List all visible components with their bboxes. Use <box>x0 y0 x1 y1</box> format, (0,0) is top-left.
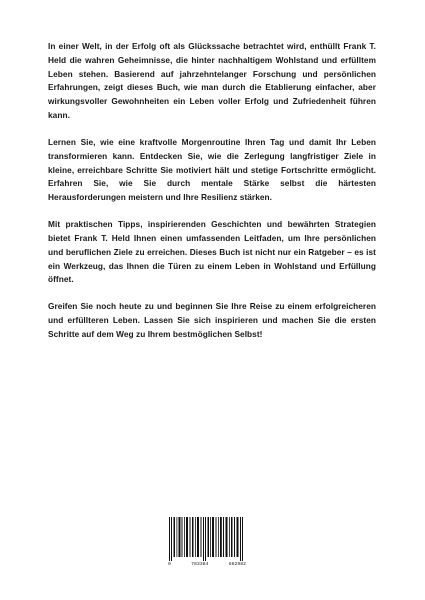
blurb-text <box>48 40 376 355</box>
blurb-paragraph-3: Mit praktischen Tipps, inspirierenden Geschichten und bewährten Strategien bietet Frank T. Held Ihnen einen umfassenden Leitfaden, um Ihre persönlichen und beruflichen Ziele zu erreichen. Dieses Buch ist nicht nur ein Ratgeber – es ist ein Werkzeug, das Ihnen die Türen zu einem Leben in Wohlstand und Erfüllung öffnet. <box>48 219 376 285</box>
isbn-barcode <box>167 517 247 568</box>
barcode-bars <box>167 517 247 561</box>
blurb-paragraph-4: Greifen Sie noch heute zu und beginnen Sie Ihre Reise zu einem erfolgreicheren und erfüllteren Leben. Lassen Sie sich inspirieren und machen Sie die ersten Schritte auf dem Weg zu Ihrem bestmöglichen Selbst! <box>48 301 376 339</box>
blurb-paragraph-1: In einer Welt, in der Erfolg oft als Glückssache betrachtet wird, enthüllt Frank T. Held die wahren Geheimnisse, die hinter nachhaltigem Wohlstand und erfülltem Leben stehen. Basierend auf jahrzehntelanger Forschung und persönlichen Erfahrungen, zeigt dieses Buch, wie man durch die Etablierung einfacher, aber wirkungsvoller Gewohnheiten ein Leben voller Erfolg und Zufriedenheit führen kann. <box>48 41 376 120</box>
barcode-digit-group-3: 662982 <box>228 562 246 567</box>
blurb-paragraph-2: Lernen Sie, wie eine kraftvolle Morgenroutine Ihren Tag und damit Ihr Leben transformieren kann. Entdecken Sie, wie die Zerlegung langfristiger Ziele in kleine, erreichbare Schritte Sie motiviert hält und stetige Fortschritte ermöglicht. Erfahren Sie, wie Sie durch mentale Stärke selbst die härtesten Herausforderungen meistern und Ihre Resilienz stärken. <box>48 136 376 203</box>
barcode-digits <box>167 562 247 568</box>
barcode-digit-group-1: 9 <box>168 562 171 567</box>
barcode-digit-group-2: 783384 <box>191 562 209 567</box>
